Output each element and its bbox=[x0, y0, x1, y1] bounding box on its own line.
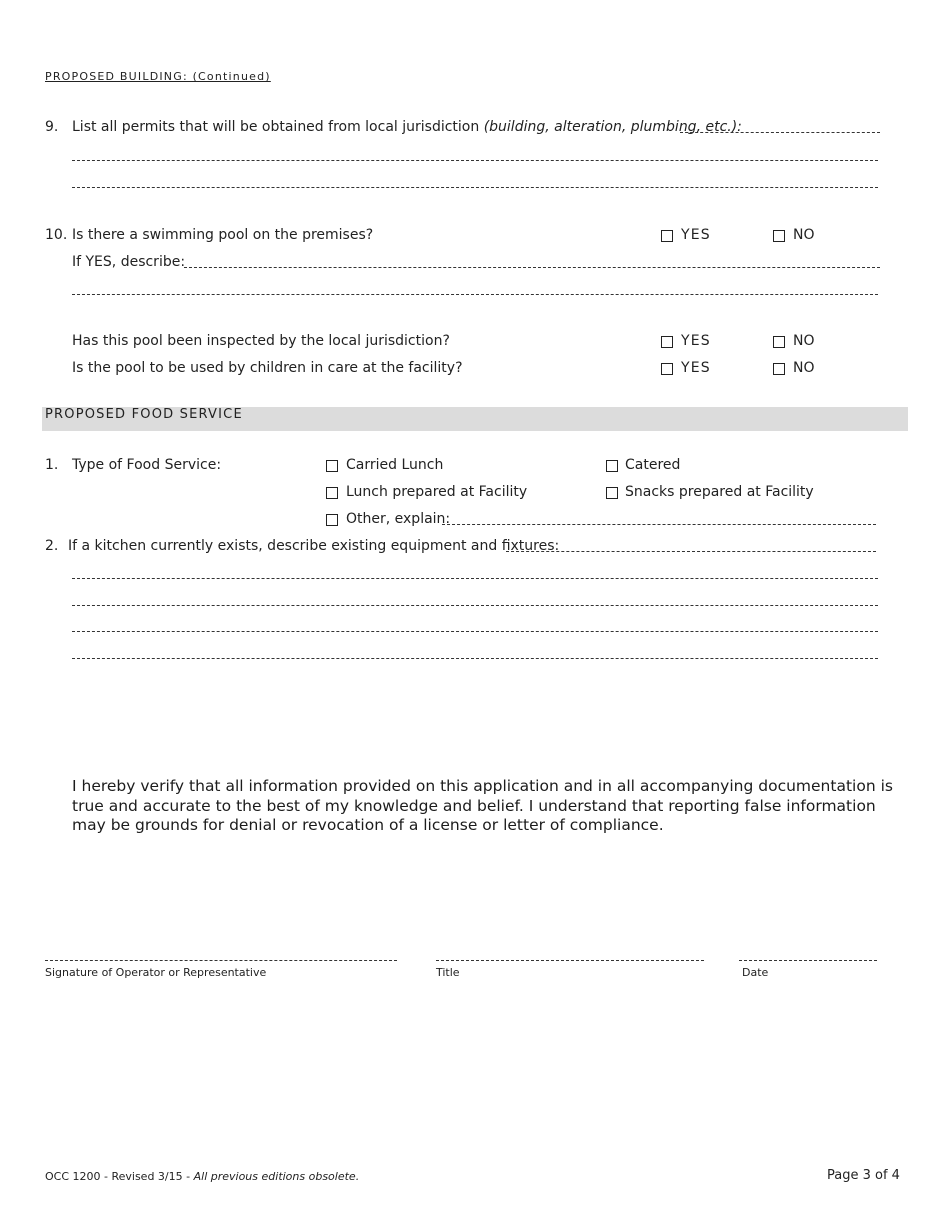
food2-number: 2. bbox=[45, 538, 59, 554]
q10-children-yes-label: YES bbox=[681, 360, 711, 376]
footer-form-number: OCC 1200 - Revised 3/15 - bbox=[45, 1170, 191, 1183]
q9-answer-line-2[interactable] bbox=[72, 160, 878, 161]
food2-answer-line-2[interactable] bbox=[72, 578, 878, 579]
q10-describe-label: If YES, describe: bbox=[72, 254, 186, 270]
title-label: Title bbox=[436, 966, 460, 979]
catered-checkbox[interactable] bbox=[606, 460, 618, 472]
food2-answer-line-4[interactable] bbox=[72, 631, 878, 632]
title-line[interactable] bbox=[436, 960, 704, 961]
food1-number: 1. bbox=[45, 457, 59, 473]
snacks-prepared-label: Snacks prepared at Facility bbox=[625, 484, 814, 500]
footer-page-number: Page 3 of 4 bbox=[827, 1168, 900, 1183]
q10-pool-yes-checkbox[interactable] bbox=[661, 230, 673, 242]
footer-form-id bbox=[45, 1170, 359, 1183]
q10-children-question: Is the pool to be used by children in care at the facility? bbox=[72, 360, 463, 376]
lunch-prepared-checkbox[interactable] bbox=[326, 487, 338, 499]
signature-line[interactable] bbox=[45, 960, 397, 961]
food2-question: If a kitchen currently exists, describe existing equipment and fixtures: bbox=[68, 538, 560, 554]
q10-inspected-yes-label: YES bbox=[681, 333, 711, 349]
q10-pool-no-checkbox[interactable] bbox=[773, 230, 785, 242]
other-food-checkbox[interactable] bbox=[326, 514, 338, 526]
q10-children-no-checkbox[interactable] bbox=[773, 363, 785, 375]
q9-answer-line-3[interactable] bbox=[72, 187, 878, 188]
q10-inspected-yes-checkbox[interactable] bbox=[661, 336, 673, 348]
other-food-label: Other, explain: bbox=[346, 511, 451, 527]
other-food-explain-line[interactable] bbox=[442, 524, 876, 525]
q10-inspected-no-label: NO bbox=[793, 333, 815, 349]
section-heading-building: PROPOSED BUILDING: (Continued) bbox=[45, 70, 271, 83]
date-line[interactable] bbox=[739, 960, 877, 961]
q10-children-yes-checkbox[interactable] bbox=[661, 363, 673, 375]
food2-answer-line-5[interactable] bbox=[72, 658, 878, 659]
snacks-prepared-checkbox[interactable] bbox=[606, 487, 618, 499]
q9-text: List all permits that will be obtained from local jurisdiction bbox=[72, 119, 480, 135]
q10-describe-line-1[interactable] bbox=[184, 267, 880, 268]
q9-number: 9. bbox=[45, 119, 59, 135]
date-label: Date bbox=[742, 966, 769, 979]
q9-hint: (building, alteration, plumbing, etc.): bbox=[483, 119, 742, 135]
q10-describe-line-2[interactable] bbox=[72, 294, 878, 295]
lunch-prepared-label: Lunch prepared at Facility bbox=[346, 484, 528, 500]
q9-question bbox=[72, 119, 742, 135]
q10-pool-no-label: NO bbox=[793, 227, 815, 243]
carried-lunch-label: Carried Lunch bbox=[346, 457, 444, 473]
signature-label: Signature of Operator or Representative bbox=[45, 966, 267, 979]
q10-pool-yes-label: YES bbox=[681, 227, 711, 243]
carried-lunch-checkbox[interactable] bbox=[326, 460, 338, 472]
section-heading-food: PROPOSED FOOD SERVICE bbox=[45, 407, 243, 422]
q10-question: Is there a swimming pool on the premises? bbox=[72, 227, 374, 243]
verification-statement: I hereby verify that all information provided on this application and in all accompanying documentation is true and accurate to the best of my knowledge and belief. I understand that reporting false information may be grounds for denial or revocation of a license or letter of compliance. bbox=[72, 777, 893, 834]
food1-question: Type of Food Service: bbox=[72, 457, 222, 473]
q9-answer-line-1[interactable] bbox=[680, 132, 880, 133]
q10-inspected-no-checkbox[interactable] bbox=[773, 336, 785, 348]
q10-children-no-label: NO bbox=[793, 360, 815, 376]
catered-label: Catered bbox=[625, 457, 681, 473]
q10-inspected-question: Has this pool been inspected by the local jurisdiction? bbox=[72, 333, 450, 349]
q10-number: 10. bbox=[45, 227, 68, 243]
footer-obsolete-note: All previous editions obsolete. bbox=[193, 1170, 360, 1183]
food2-answer-line-1[interactable] bbox=[506, 551, 876, 552]
food2-answer-line-3[interactable] bbox=[72, 605, 878, 606]
